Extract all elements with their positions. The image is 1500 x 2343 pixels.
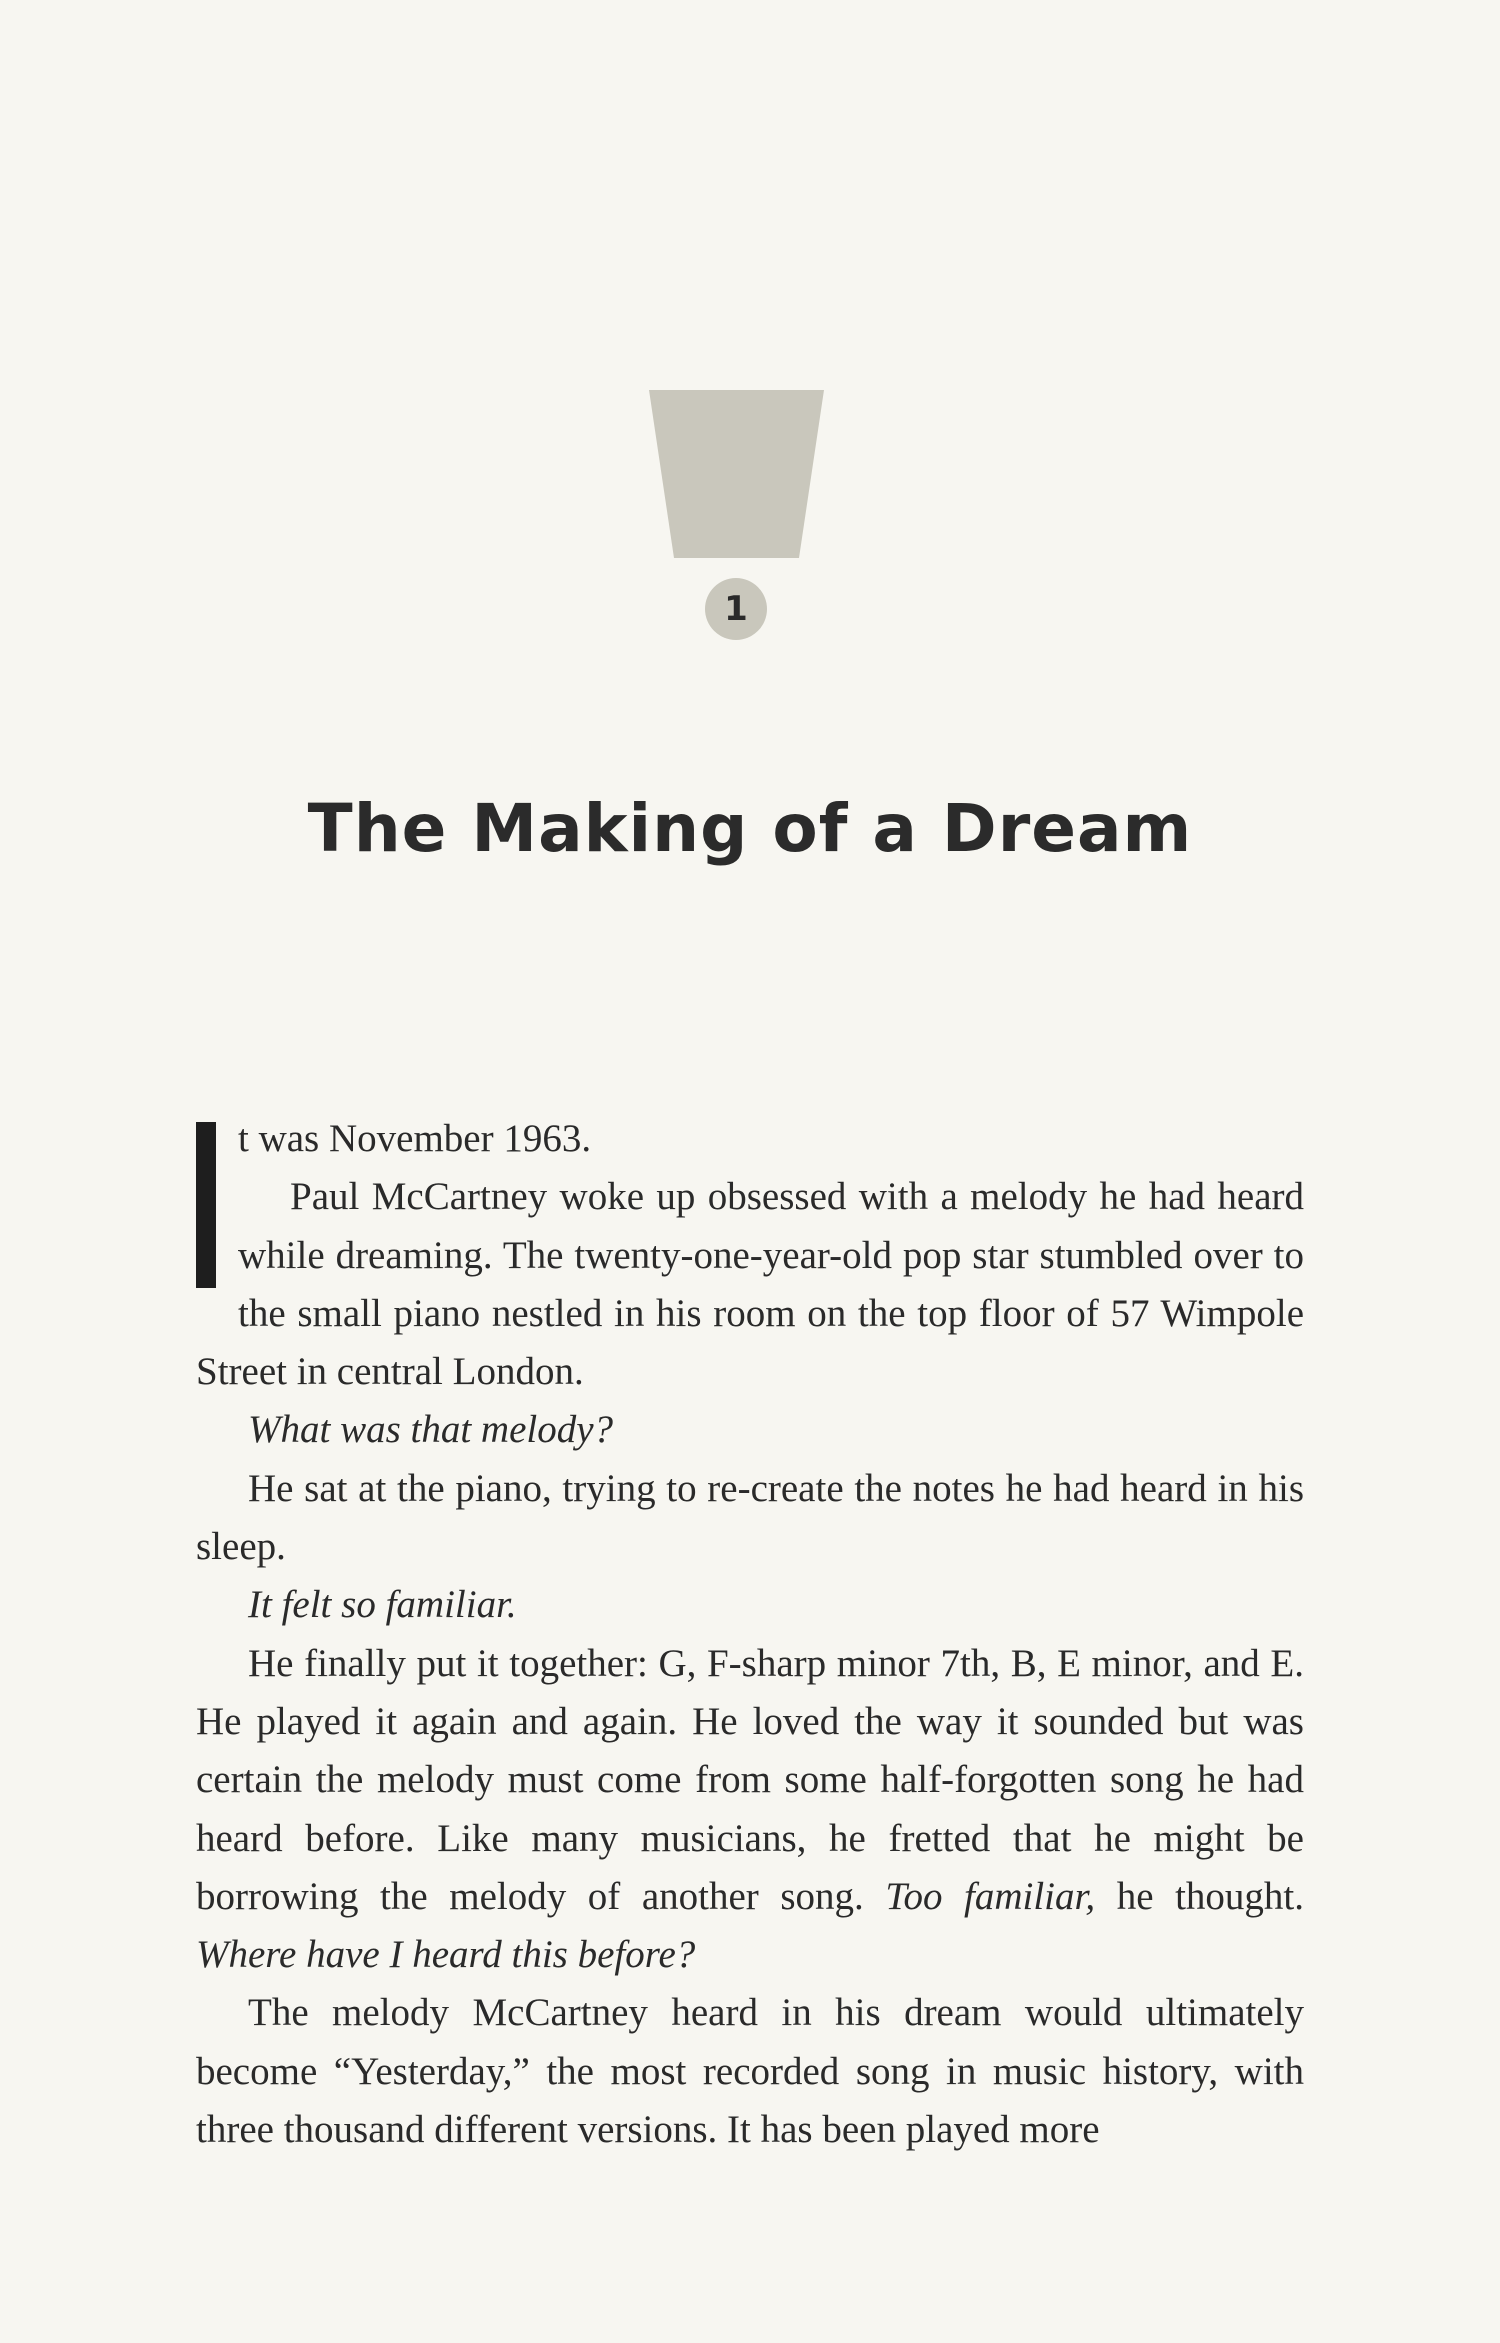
paragraph-chords: [196, 1635, 1304, 1985]
italic-run: Where have I heard this before?: [196, 1933, 696, 1977]
trapezoid-ornament-icon: [649, 390, 824, 558]
text-run: he thought.: [1095, 1874, 1304, 1918]
chapter-title: The Making of a Dream: [307, 790, 1193, 867]
opening-text: t was November 1963.: [238, 1117, 592, 1160]
chapter-number: 1: [724, 589, 748, 629]
paragraph-italic: [196, 1401, 1304, 1459]
paragraph-italic: [196, 1576, 1304, 1634]
paragraph: He sat at the piano, trying to re-create the notes he had heard in his sleep.: [196, 1466, 1304, 1569]
text-run: He finally put it together: G, F-sharp minor 7th, B, E minor, and E. He played it again and again. He loved the way it sounded but was certain the melody must come from some half-forgotten song he had heard before. Like many musicians, he fretted that he might be borrowing the melody of another song.: [196, 1641, 1304, 1918]
italic-thought: It felt so familiar.: [248, 1583, 517, 1627]
drop-cap: [196, 1122, 216, 1288]
paragraph: The melody McCartney heard in his dream would ultimately become “Yesterday,” the most recorded song in music history, with three thousand different versions. It has been played more: [196, 1991, 1304, 2152]
paragraph: Paul McCartney woke up obsessed with a melody he had heard while dreaming. The twenty-one-year-old pop star stumbled over to the small piano nestled in his room on the top floor of 57 Wimpole Street in central London.: [196, 1175, 1304, 1394]
paragraph-opening: [196, 1110, 1304, 1168]
chapter-number-badge: [705, 578, 767, 640]
chapter-body: [196, 1110, 1304, 2159]
italic-run: Too familiar,: [885, 1874, 1096, 1918]
italic-thought: What was that melody?: [248, 1408, 614, 1452]
